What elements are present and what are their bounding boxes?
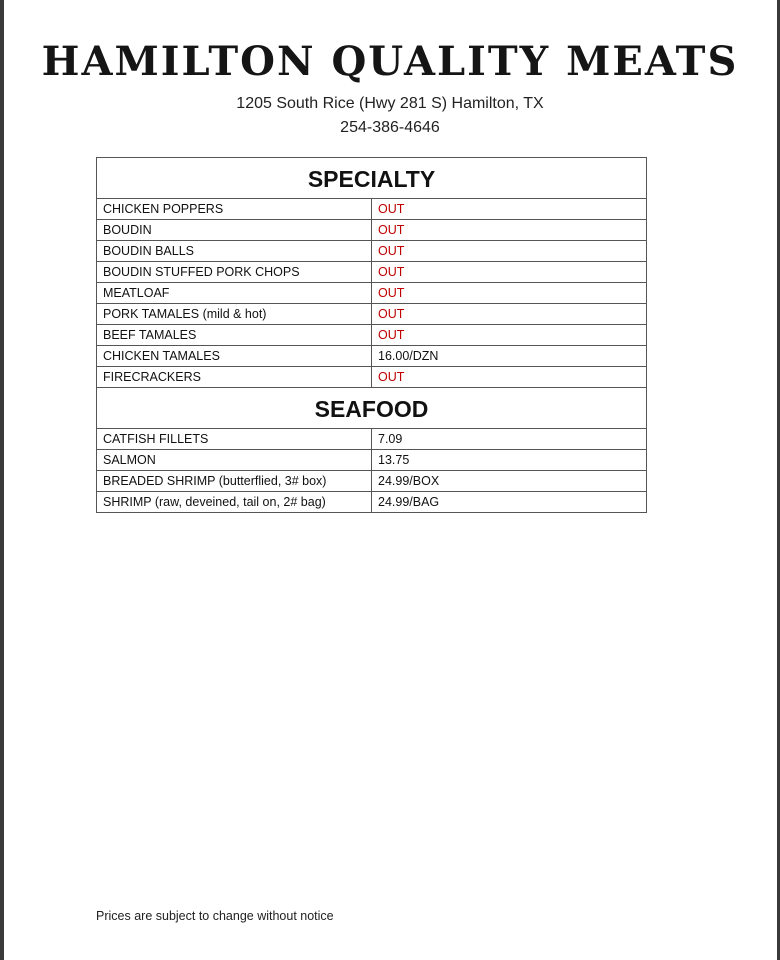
item-name: SALMON bbox=[97, 450, 372, 471]
item-name: CHICKEN POPPERS bbox=[97, 199, 372, 220]
item-name: MEATLOAF bbox=[97, 283, 372, 304]
section-header-row bbox=[97, 158, 647, 199]
section-header-row bbox=[97, 388, 647, 429]
item-price: OUT bbox=[372, 325, 647, 346]
item-name: FIRECRACKERS bbox=[97, 367, 372, 388]
item-price: OUT bbox=[372, 367, 647, 388]
table-row bbox=[97, 199, 647, 220]
price-disclaimer: Prices are subject to change without notice bbox=[96, 909, 334, 923]
item-price: 24.99/BOX bbox=[372, 471, 647, 492]
table-row bbox=[97, 492, 647, 513]
item-price: OUT bbox=[372, 262, 647, 283]
item-price: 13.75 bbox=[372, 450, 647, 471]
item-name: CHICKEN TAMALES bbox=[97, 346, 372, 367]
table-row bbox=[97, 471, 647, 492]
section-title: SPECIALTY bbox=[97, 158, 647, 199]
item-price: 7.09 bbox=[372, 429, 647, 450]
table-row bbox=[97, 325, 647, 346]
item-price: OUT bbox=[372, 304, 647, 325]
item-name: BOUDIN bbox=[97, 220, 372, 241]
item-price: OUT bbox=[372, 241, 647, 262]
item-price: OUT bbox=[372, 283, 647, 304]
item-price: OUT bbox=[372, 220, 647, 241]
item-price: 24.99/BAG bbox=[372, 492, 647, 513]
table-row bbox=[97, 262, 647, 283]
table-row bbox=[97, 450, 647, 471]
table-row bbox=[97, 429, 647, 450]
table-row bbox=[97, 220, 647, 241]
page-border-left bbox=[0, 0, 4, 960]
store-name-heading: HAMILTON QUALITY MEATS bbox=[41, 38, 739, 85]
item-name: BREADED SHRIMP (butterflied, 3# box) bbox=[97, 471, 372, 492]
price-list-table bbox=[96, 157, 647, 513]
item-name: CATFISH FILLETS bbox=[97, 429, 372, 450]
item-name: BOUDIN BALLS bbox=[97, 241, 372, 262]
item-name: BEEF TAMALES bbox=[97, 325, 372, 346]
table-row bbox=[97, 283, 647, 304]
item-price: OUT bbox=[372, 199, 647, 220]
item-name: PORK TAMALES (mild & hot) bbox=[97, 304, 372, 325]
table-row bbox=[97, 367, 647, 388]
item-price: 16.00/DZN bbox=[372, 346, 647, 367]
store-phone: 254-386-4646 bbox=[340, 119, 440, 136]
item-name: BOUDIN STUFFED PORK CHOPS bbox=[97, 262, 372, 283]
table-row bbox=[97, 304, 647, 325]
table-row bbox=[97, 346, 647, 367]
store-address: 1205 South Rice (Hwy 281 S) Hamilton, TX bbox=[236, 95, 544, 112]
section-title: SEAFOOD bbox=[97, 388, 647, 429]
item-name: SHRIMP (raw, deveined, tail on, 2# bag) bbox=[97, 492, 372, 513]
table-row bbox=[97, 241, 647, 262]
